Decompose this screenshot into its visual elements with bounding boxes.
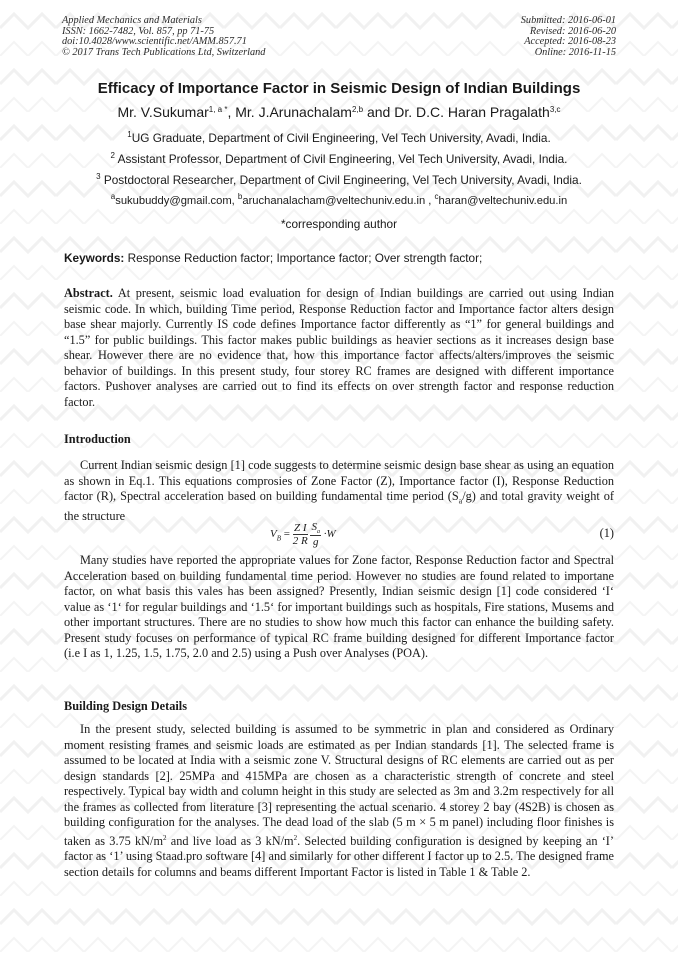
- publication-dates: [521, 16, 616, 58]
- journal-doi[interactable]: doi:10.4028/www.scientific.net/AMM.857.71: [62, 36, 247, 47]
- keywords-text: Response Reduction factor; Importance factor; Over strength factor;: [124, 251, 483, 265]
- introduction-heading: Introduction: [64, 432, 131, 446]
- affiliation-3: $^3$ Postdoctoral Researcher, Department of Civil Engineering, Vel Tech University, Avadi, India.: [96, 172, 582, 187]
- date-submitted: Submitted: 2016-06-01: [520, 15, 616, 26]
- introduction-paragraph-1: Current Indian seismic design [1] code suggests to determine seismic design base shear as using an equation as shown in Eq.1. This equations comprosies of Zone Factor (Z), Importance factor (I), Response Reduction factor (R), Spectral acceleration based on building fundamental time period $(S_a/g)$ and total gravity weight of the structure: [64, 458, 614, 523]
- building-design-heading: Building Design Details: [64, 699, 187, 713]
- email-link[interactable]: aruchanalacham@veltechuniv.edu.in ,: [242, 195, 435, 207]
- author-name: Dr. D.C. Haran Pragalath: [394, 104, 550, 120]
- author-name: Mr. V.Sukumar: [117, 104, 209, 120]
- affiliation-1: $^1$UG Graduate, Department of Civil Engineering, Vel Tech University, Avadi, India.: [127, 130, 551, 145]
- abstract-label: Abstract.: [64, 286, 113, 300]
- affiliation-2: $^2$ Assistant Professor, Department of Civil Engineering, Vel Tech University, Avadi, India.: [110, 151, 568, 166]
- journal-name: Applied Mechanics and Materials: [62, 15, 202, 26]
- equation-fraction-zi-2r: $\frac{\text{Z I}}{2 R}$: [292, 522, 308, 548]
- author-sup: 3,c: [549, 105, 561, 114]
- email-link[interactable]: haran@veltechuniv.edu.in: [438, 195, 568, 207]
- email-link[interactable]: sukubuddy@gmail.com,: [115, 195, 238, 207]
- journal-copyright: © 2017 Trans Tech Publications Ltd, Switzerland: [62, 46, 266, 58]
- author-name: Mr. J.Arunachalam: [235, 104, 352, 120]
- equation-number: (1): [599, 526, 614, 540]
- author-sup: 2,b: [351, 105, 364, 114]
- building-design-paragraph: In the present study, selected building is assumed to be symmetric in plan and considered as Ordinary moment resisting frames and seismic loads are estimated as per Indian standards [1]. The selected frame is assumed to be located at India with a seismic zone V. Structural designs of RC elements are carried out as per design standards [2]. 25MPa and 415MPa are chosen as a characteristic strength of concrete and steel respectively. Typical bay width and column height in this study are selected as 3m and 3.2m respectively for all the frames as collected from literature [3] representing the actual scenario. 4 storey 2 bay (4S2B) is chosen as building configuration for the analyses. The dead load of the slab (5 m × 5 m panel) including floor finishes is taken as 3.75 $kN/m^2$ and live load as 3 $kN/m^2$. Selected building configuration is designed by keeping an ‘I’ factor as ‘1’ using Staad.pro software [4] and similarly for other different I factor up to 2.5. The designed frame section details for columns and beams different Important Factor is listed in Table 1 & Table 2.: [64, 722, 614, 879]
- corresponding-author-note: *corresponding author: [280, 217, 398, 231]
- equation-lhs: V: [270, 528, 277, 541]
- journal-info: [62, 16, 265, 58]
- keywords: [64, 251, 482, 265]
- author-sup: 1, a *: [208, 105, 228, 114]
- journal-issn: ISSN: 1662-7482, Vol. 857, pp 71-75: [62, 25, 215, 37]
- author-emails: $^a$sukubuddy@gmail.com, $^b$aruchanalacham@veltechuniv.edu.in , $^c$haran@veltechuniv.edu.in: [110, 192, 568, 207]
- equation-fraction-sa-g: $\frac{S_a}{g}$: [311, 521, 320, 549]
- paper-title: Efficacy of Importance Factor in Seismic Design of Indian Buildings: [97, 80, 581, 97]
- keywords-label: Keywords:: [64, 251, 125, 265]
- introduction-paragraph-2: Many studies have reported the appropriate values for Zone factor, Response Reduction factor and Spectral Acceleration based on building fundamental time period. However no studies are found related to importane factor, on what basis this vales has been assigned? Presently, Indian seismic design [1] code considered ‘I‘ value as ‘1‘ for regular buildings and ‘1.5‘ for important buildings such as hospitals, Fire stations, Musems and other important structures. There are no studies to show how much this factor can enhance the building safety. Present study focuses on performance of typical RC frame building designed for different Importance factor (i.e I as 1, 1.25, 1.5, 1.75, 2.0 and 2.5) using a Push over Analyses (POA).: [64, 553, 614, 660]
- date-online: Online: 2016-11-15: [534, 46, 616, 58]
- date-accepted: Accepted: 2016-08-23: [524, 36, 616, 47]
- author-list: Mr. V.Sukumar$^{1, a *}$, Mr. J.Arunachalam$^{2,b}$ and Dr. D.C. Haran Pragalath$^{3,c}$: [117, 104, 561, 120]
- date-revised: Revised: 2016-06-20: [529, 25, 616, 37]
- abstract: [64, 286, 614, 410]
- equation-1: $V_B$ = $\frac{\text{Z I}}{2 R}$ $\frac{S_a}{g}$ ·W (1): [270, 521, 614, 549]
- abstract-text: At present, seismic load evaluation for design of Indian buildings are carried out using Indian seismic code. In which, building Time period, Response Reduction factor and Importance factor alters design base shear majorly. Currently IS code defines Importance factor differently as “1” for general buildings and “1.5” for public buildings. This factor makes public buildings as heavier sections as it increases design base shear. However there are no evidence that, how this importance factor affects/alters/improves the seismic behavior of buildings. In this present study, four storey RC frames are designed with different importance factors. Pushover analyses are carried out to find its effects on over strength factor and response reduction factor.: [64, 286, 614, 409]
